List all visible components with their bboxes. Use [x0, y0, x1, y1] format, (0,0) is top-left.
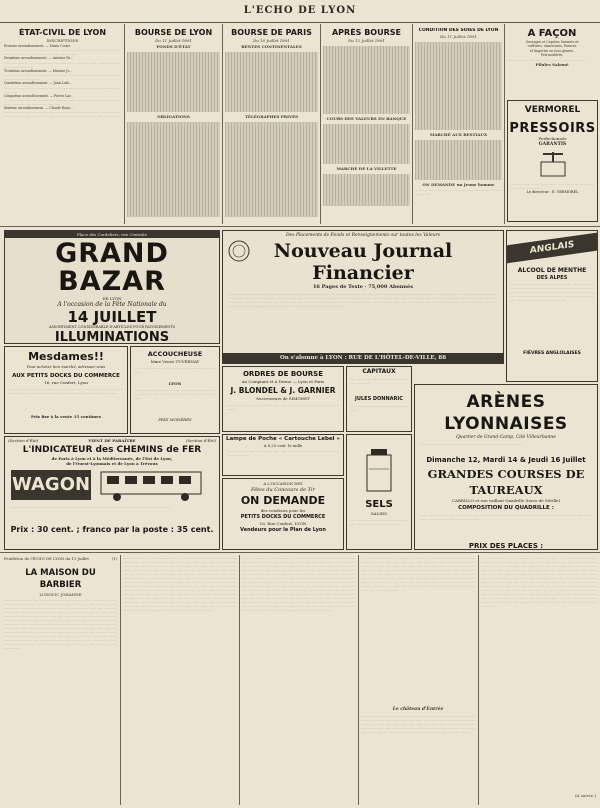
mesdames-address: 16, rue Confort, Lyon: [44, 380, 88, 385]
a-facon-ad: [507, 28, 597, 98]
journal-header: Des Placements de Fonds et Renseignements sur toutes les Valeurs: [285, 233, 441, 238]
text-block: ······ ······ ········ ····· ······ ·········· ······ ······ ······ ········ ····· ······ ········· ······ ······ ········ ······· ······ ······· ····· ········ ······ ······· ······ ········ ······ ······ ········ ····· ······ ·········· ······ ······ ······ ········ ····· ······ ········· ······ ······ ········ ······· ······ ······· ····· ········ ······ ······· ······ ········ ······ ······ ········ ····· ······ ·········· ······ ······ ······ ········ ····· ······ ········· ······ ······ ········ ······· ······ ······· ····· ········ ······ ······· ······ ········ ······ ······ ········ ····· ······ ·········· ······ ······ ······ ········ ····· ······ ········· ······ ······ ········ ······· ······ ······· ····· ········ ······ ······· ······ ········ ······ ······ ········ ····· ······ ·········· ······ ······ ······ ········ ····· ······ ········· ······ ······ ········ ······· ······ ······· ····· ········ ······ ······· ······ ········: [229, 292, 497, 308]
text-column: [242, 556, 355, 806]
banque-subtitle: COURS DES VALEURS EN BANQUE: [326, 116, 407, 121]
sels-title: SELS: [365, 499, 393, 510]
text-block: ······ ······ ········ ····· ······ ·········· ······ ······ ······ ········ ····· ······ ········· ······ ······ ········ ······· ······: [4, 85, 121, 94]
column-rule: [358, 555, 359, 805]
soies-date: Du 11 Juillet 1891: [440, 34, 477, 39]
column-rule: [124, 24, 125, 224]
accoucheuse-name: Mme Veuve TUVERNAY: [150, 359, 200, 364]
bourse-paris-subtitle-2: TÉLÉGRAPHES PRIVÉS: [244, 114, 299, 119]
grand-bazar-ad: [4, 230, 220, 344]
indicateur-line: de Paris à Lyon et à la Méditerranée, de l'Est de Lyon,: [51, 456, 173, 461]
alpes-title: DES ALPES: [536, 275, 568, 281]
etat-civil-subtitle: INSCRIPTIONS: [46, 38, 79, 43]
indicateur-price: Prix : 30 cent. ; franco par la poste : 35 cent.: [10, 525, 214, 534]
villette-subtitle: MARCHÉ DE LA VILLETTE: [336, 166, 397, 171]
accoucheuse-city: LYON: [168, 381, 182, 386]
etat-civil-line: Sixième arrondissement. — Claude Roux...: [4, 106, 73, 111]
quotation-table: [323, 46, 410, 114]
text-block: ······ ······ ········ ····· ······ ·········· ······ ······ ······ ········ ····· ······ ········· ······ ······ ········ ······· ······ ······· ····· ········ ······ ······· ······ ········ ······ ······ ········ ····· ······ ·········· ······ ······ ······ ········ ····· ······ ········· ······ ······ ········ ······· ······ ······· ····· ········ ······ ······· ······ ········ ······ ······ ········ ····· ······ ·········· ······ ······ ······ ········ ····· ······ ········· ······ ······ ········ ······· ······ ······· ····· ········ ······ ······· ······ ········ ······ ······ ········ ····· ······ ·········· ······ ······ ······ ········ ····· ······ ········· ······ ······ ········ ······· ······ ······· ····· ········ ······ ······· ······ ········ ······ ······ ········ ····· ······ ·········· ······ ······ ······ ········ ····· ······ ········· ······ ······ ········ ······· ······ ······· ····· ········ ······ ······· ······ ········ ······ ······ ········ ····· ······ ·········· ······ ······ ······ ········ ····· ······ ········· ······ ······ ········ ······· ······ ······· ····· ········ ······ ······· ······ ········ ······ ······ ········ ····· ······ ·········· ······ ······ ······ ········ ····· ······ ········· ······ ······ ········ ······· ······ ······· ····· ········ ······ ······· ······ ········ ······ ······ ········ ····· ······ ·········· ······: [4, 598, 117, 650]
train-wagon-icon: [97, 468, 207, 502]
indicateur-corner-mid: VIENT DE PARAÎTRE: [88, 438, 136, 443]
bourse-lyon-subtitle: FONDS D'ÉTAT: [156, 44, 191, 49]
arenes-show: GRANDES COURSES DE TAUREAUX: [427, 467, 585, 497]
section-rule: [0, 552, 600, 553]
journal-seal-icon: [227, 239, 251, 263]
column-rule: [239, 555, 240, 805]
mesdames-shop: AUX PETITS DOCKS DU COMMERCE: [12, 373, 120, 379]
sels-sub: SALINS: [370, 511, 388, 516]
indicateur-title: L'INDICATEUR des CHEMINS de FER: [22, 445, 202, 455]
suite-label: (A suivre.): [575, 793, 596, 798]
etat-civil-line: Deuxième arrondissement. — Antoine Fa...: [4, 56, 74, 61]
text-block: ······ ······ ········ ····· ······ ·········· ······ ······ ······ ········ ····· ······ ········· ······ ······: [511, 182, 594, 190]
accoucheuse-ad: [130, 346, 220, 434]
feuilleton-title: LA MAISON DU BARBIER: [25, 568, 96, 590]
etat-civil-line: Troisième arrondissement. — Etienne Jo...: [4, 68, 73, 73]
text-block: ······ ······ ········ ····· ······ ·········· ······ ······ ······ ········ ····· ······ ········· ······ ······ ········ ······· ······ ······· ····· ········ ······ ······· ······ ········ ······ ······ ········ ····· ······ ·········· ······ ······ ······ ········ ····· ······ ········· ······ ······ ········ ······· ······ ······· ····· ········ ······ ······· ······ ········ ······ ······ ········ ····· ······ ·········· ······ ······ ······ ········ ····· ······ ········· ······ ······ ········ ······· ······ ······· ····· ········ ······ ······· ······ ········ ······ ······ ········ ····· ······ ·········· ······ ······ ······ ········ ····· ······ ········· ······ ······ ········ ······· ······ ······· ····· ········ ······ ······· ······ ········ ······ ······ ········ ····· ······ ·········· ······ ······ ······ ········ ····· ······ ········· ······ ······ ········ ······· ······ ······· ····· ········ ······ ······· ······ ········: [361, 556, 475, 592]
bourse-lyon-title: BOURSE DE LYON: [134, 28, 213, 37]
vermorel-ad: [507, 100, 598, 222]
quotation-table: [323, 174, 410, 206]
lampe-ad: [222, 434, 344, 476]
text-block: ······ ······ ········ ····· ······ ·········· ······ ······ ······ ········ ····· ······ ········· ······ ······ ········ ······· ······ ······· ····· ········: [4, 73, 121, 82]
sels-ad: [346, 434, 412, 550]
text-block: ······ ······ ········ ····· ······ ·········· ······ ······ ······ ········ ····· ······: [135, 366, 215, 374]
vermorel-brand: VERMOREL: [524, 105, 581, 115]
mesdames-line: Pour acheter bon marché, adressez-vous: [26, 364, 106, 369]
apres-bourse-date: Du 12 Juillet 1891: [348, 38, 385, 43]
accoucheuse-title: ACCOUCHEUSE: [147, 350, 203, 358]
indicateur-line: de l'Ouest-Lyonnais et de Lyon à Trévoux: [66, 461, 158, 466]
column-rule: [504, 24, 505, 224]
vermorel-line: GARANTIS: [538, 142, 567, 147]
grand-bazar-line: A l'occasion de la Fête Nationale du: [57, 301, 167, 308]
a-facon-line: coiffures, chaussures, Parures: [527, 44, 577, 49]
on-demande-ad: [222, 478, 344, 550]
ordres-address: Successeurs de SIMONET: [256, 396, 310, 401]
bourse-paris-subtitle: RENTES CONTINENTALES: [241, 44, 302, 49]
arenes-ad: [414, 384, 598, 550]
demande-title: ON DEMANDE: [240, 494, 326, 507]
indicateur-corner-left: (Section d'Été): [8, 438, 39, 443]
arenes-sub: Quartier de Grand-Camp, Cité Villeurbanne: [456, 435, 556, 440]
quotation-table: [323, 124, 410, 164]
chateau-heading: Le château d'Entrée: [392, 707, 444, 712]
column-rule: [222, 24, 223, 224]
column-rule: [478, 555, 479, 805]
text-block: ······ ······ ········ ····· ······ ·········· ······ ······ ······ ········ ····· ······ ········· ······ ······ ········ ······· ······ ······· ····· ········ ······ ······· ······ ········ ······ ······ ········ ····· ······ ·········· ······: [4, 110, 121, 119]
grand-bazar-city: DE LYON: [102, 296, 122, 301]
apres-bourse-column: [323, 28, 410, 222]
text-block: ······ ······ ········ ····· ······ ·········· ······ ······ ······ ········ ·····: [507, 57, 586, 62]
column-rule: [412, 24, 413, 224]
feuilleton-author: LUDOVIC JOHANNE: [39, 592, 82, 597]
journal-bottom: On s'abonne à LYON : RUE DE L'HÔTEL-DE-VILLE, 88: [223, 353, 503, 363]
section-rule: [0, 226, 600, 227]
text-column: [361, 556, 475, 806]
quotation-table: [127, 52, 220, 112]
text-block: ······ ······ ········ ····· ······ ·········· ······ ······ ······ ········ ····· ······ ········· ······ ······ ········ ······· ······ ······· ····· ········ ······ ······· ······ ········ ······ ······ ········ ····· ······ ·········· ······ ······ ······ ········ ····· ······ ········· ······ ······ ········ ······· ······ ······· ····· ········ ······ ······· ······ ········ ······ ······ ········ ····· ······ ·········· ······ ······ ······ ········ ····· ······ ········· ······ ······ ········ ······· ······ ······· ····· ········ ······ ······· ······ ········ ······ ······ ········ ····· ······ ·········· ······ ······ ······ ········ ····· ······ ········· ······ ······ ········ ······· ······ ······· ····· ········ ······ ······· ······ ········ ······ ······ ········ ····· ······ ·········· ······ ······ ······ ········ ····· ······ ········· ······ ······ ········ ······· ······ ······· ····· ········ ······ ······· ······ ········ ······ ······ ········ ····· ······ ·········· ······ ······ ······ ········ ····· ······ ········· ······ ······ ········ ······· ······ ······· ····· ········ ······ ······· ······ ········ ······ ······ ········ ····· ······ ·········· ······ ······ ······ ········ ····· ······ ········· ······ ······ ········ ······· ······ ······· ····· ········ ······ ······· ······ ········ ······ ······ ········ ····· ······ ·········· ······: [481, 556, 596, 608]
a-facon-line: Ouvrages et Capotes, bonnets et: [525, 40, 579, 44]
bourse-paris-column: [225, 28, 318, 222]
indicateur-ad: [4, 436, 220, 550]
mesdames-title: Mesdames!!: [28, 350, 104, 363]
arenes-team: CARRILLO et son vaillant Quadrille (toros de Séville): [451, 498, 561, 503]
press-icon: [533, 152, 573, 178]
text-block: ······ ······ ········ ····· ······ ·········· ······ ······ ······ ········ ····· ······ ········· ······ ······ ········ ······· ······ ······· ····· ········ ······ ······· ······ ········ ······ ······ ········ ····· ······ ·········· ······ ······ ······ ········ ····· ······ ········· ······ ······ ········ ······· ······ ······· ····· ········ ······ ······· ······ ········ ······ ······ ········ ····· ······ ·········· ······ ······ ······ ········ ····· ······ ········· ······ ······ ········ ······· ······ ······· ····· ········ ······ ······· ······ ········ ······ ······ ········ ····· ······ ·········· ······ ······ ······ ········ ····· ······ ········· ······ ······ ········ ······· ······ ······· ····· ········ ······ ······· ······ ········ ······ ······ ········ ····· ······ ·········· ······ ······ ······ ········ ····· ······ ········· ······ ······ ········ ······· ······ ······· ····· ········ ······ ······· ······ ········ ······ ······ ········ ····· ······ ·········· ······ ······ ······ ········ ····· ······ ········· ······ ······ ········ ······· ······ ······· ····· ········ ······ ······· ······ ········ ······ ······ ········ ····· ······ ·········· ······ ······ ······ ········ ····· ······ ········· ······ ······ ········ ······· ······ ······· ····· ········ ······ ······· ······ ········ ······ ······ ········ ····· ······ ·········· ······ ······ ······ ········ ····· ······ ········· ······ ······ ········ ······· ······ ······· ····· ········ ······ ······· ······ ········ ······ ······ ········ ····· ······ ·········· ······: [242, 556, 355, 612]
text-block: ······ ······ ········ ····· ······ ·········· ······ ······ ······ ········ ····· ······ ········· ······ ······ ········ ······· ······ ······· ····· ········ ······ ······· ······ ········ ······ ······ ········ ····· ······ ·········· ······ ······ ······ ········ ····· ······ ········· ······ ······ ········ ······· ······ ······· ····· ········ ······ ······· ······ ········ ······ ······ ········ ····· ······ ·········· ······ ······ ······ ········ ····· ······ ········· ······ ······ ········ ······· ······ ······· ····· ········ ······ ······· ······ ········: [361, 714, 475, 734]
ordres-bourse-ad: [222, 366, 344, 432]
arenes-composition: COMPOSITION DU QUADRILLE :: [458, 505, 554, 511]
text-block: ······ ······ ········ ····· ······ ·········· ······ ······ ······ ········ ····· ······ ········· ······ ······ ········ ······· ······ ······· ····· ········ ······: [11, 505, 171, 509]
indicateur-corner-right: (Section d'Été): [185, 438, 216, 443]
column-rule: [120, 555, 121, 805]
text-block: ······ ······ ········ ····· ······ ·········· ······ ······ ······: [350, 404, 408, 412]
demande-address: 16, Rue Confort, LYON: [259, 521, 307, 526]
arenes-prices-title: PRIX DES PLACES :: [468, 542, 544, 550]
ordres-sub: Au Comptant et à Terme — Lyon et Paris: [241, 379, 325, 384]
wagon-label: WAGON: [11, 470, 91, 500]
a-facon-line: Prix modérés.: [540, 53, 564, 58]
bourse-lyon-subtitle-2: OBLIGATIONS: [157, 114, 190, 119]
quotation-table: [225, 122, 318, 217]
bourse-lyon-column: [127, 28, 220, 222]
etat-civil-line: Premier arrondissement. — Marie Corne.: [4, 44, 72, 48]
mesdames-ad: [4, 346, 128, 434]
text-block: ······ ······ ········ ····· ······ ·········· ······ ······ ······ ········ ····· ······ ········· ······ ······ ········ ······· ······ ······· ····· ········ ······: [135, 388, 215, 400]
anglais-title: ANGLAIS: [507, 233, 597, 264]
text-block: ······ ······ ········ ····· ······ ·········· ······ ······ ······ ········ ····· ······ ········· ······ ······ ········: [227, 403, 339, 411]
a-facon-line: et lingeries en tous genres.: [529, 48, 575, 53]
soies-table: [415, 42, 502, 130]
ordres-title: ORDRES DE BOURSE: [242, 370, 323, 378]
text-column: [481, 556, 596, 806]
quotation-table: [127, 122, 220, 217]
text-block: ······ ······ ········ ····· ······ ·········· ······ ······ ······ ········ ····· ······ ········· ······ ······ ········ ······· ······ ······· ····· ········ ······ ······· ······ ········ ······ ······ ········ ····· ······ ·········· ······ ······ ······ ········ ····· ······ ········· ······ ······ ········ ······· ······ ······· ····· ········ ······ ······· ······ ········ ······ ······ ········ ····· ······ ·········· ······ ······ ······ ········ ····· ······ ········· ······ ······ ········ ······· ······ ······· ····· ········ ······ ······· ······ ········ ······ ······ ········ ····· ······ ·········· ······ ······ ······ ········ ····· ······ ········· ······ ······ ········ ······· ······ ······· ····· ········ ······ ······· ······ ········ ······ ······ ········ ····· ······ ·········· ······ ······ ······ ········ ····· ······ ········· ······ ······ ········ ······· ······ ······· ····· ········ ······ ······· ······ ········ ······ ······ ········ ····· ······ ·········· ······ ······ ······ ········ ····· ······ ········· ······ ······ ········ ······· ······ ······· ····· ········ ······ ······· ······ ········ ······ ······ ········ ····· ······ ·········· ······ ······ ······ ········ ····· ······ ········· ······ ······ ········ ······· ······ ······· ····· ········ ······ ······· ······ ········ ······ ······ ········ ····· ······ ·········· ······ ······ ······ ········ ····· ······ ········· ······ ······ ········ ······· ······ ······· ····· ········ ······ ······· ······ ········ ······ ······ ········ ····· ······ ·········· ······: [123, 556, 236, 612]
salt-jar-icon: [359, 445, 399, 495]
apres-bourse-title: APRÈS BOURSE: [331, 28, 401, 37]
text-block: ··· ······ ········ ····· ······ ·········· ······ ······ ······ ········ ····· ······ ········· ······ ······ ········ ······· ······ ······· ····· ········ ······ ······· ······ ········ ······: [4, 48, 121, 57]
lampe-title: Lampe de Poche « Cartouche Lebel »: [225, 436, 341, 442]
alcool-title: ALCOOL DE MENTHE: [517, 267, 587, 274]
grand-bazar-date: 14 JUILLET: [67, 308, 157, 326]
journal-info: 16 Pages de Texte · 75,000 Abonnés: [312, 284, 414, 290]
bestiaux-title: MARCHÉ AUX BESTIAUX: [429, 132, 488, 137]
feuilleton-column: [4, 556, 117, 806]
grand-bazar-title: GRAND BAZAR: [55, 238, 169, 297]
bourse-lyon-date: Du 11 Juillet 1891: [155, 38, 192, 43]
text-column: [123, 556, 236, 806]
pressoirs-title: PRESSOIRS: [509, 121, 596, 136]
etat-civil-line: Cinquième arrondissement. — Pierre Lar...: [4, 93, 74, 98]
feuilleton-number: (1): [111, 556, 117, 561]
grand-bazar-line: ASSORTIMENT CONSIDÉRABLE D'ARTICLES POUR PAVOISEMENTS: [48, 325, 176, 329]
fievres-title: FIÈVRES ANGLOLAISES: [523, 351, 581, 356]
demande-line: ON DEMANDE un Jeune homme: [422, 182, 495, 187]
pilules-title: Pilules Salomé: [535, 61, 569, 67]
text-block: ······ ······ ········ ····· ······ ·········· ······ ······ ······ ········ ····· ······ ········· ······: [421, 442, 523, 446]
feuilleton-header: Feuilleton de l'ÉCHO DE LYON du 11 Juillet: [4, 556, 89, 561]
demande-pre-2: Fêtes du Concours de Tir: [251, 487, 315, 493]
journal-financier-ad: [222, 230, 504, 364]
arenes-dates: Dimanche 12, Mardi 14 & Jeudi 16 Juillet: [426, 456, 586, 464]
demande-sub: des vendeurs pour les: [260, 508, 306, 513]
arenes-title: ARÈNES LYONNAISES: [444, 392, 568, 434]
soies-column: [415, 28, 502, 222]
column-rule: [320, 24, 321, 224]
grand-bazar-header: Place des Cordeliers, rue Centrale: [5, 231, 219, 238]
accoucheuse-price: PRIX MODÉRÉS: [158, 417, 192, 422]
etat-civil-title: ÉTAT-CIVIL DE LYON: [18, 28, 107, 37]
quotation-table: [225, 52, 318, 112]
vermorel-director: Le directeur : E. VERMOREL: [526, 190, 579, 194]
text-block: ······· ······ ········ ····· ······ ·········· ······ ······ ······ ········ ····· ······ ········· ······ ······ ········ ······· ······ ·······: [4, 60, 121, 69]
illuminations-title: ILLUMINATIONS: [54, 330, 170, 344]
text-block: ······ ······ ········ ····· ······ ·········· ······ ······ ······ ········ ····· ······ ········· ······ ······ ········ ······· ······: [227, 449, 339, 457]
soies-title: CONDITION DES SOIES DE LYON: [418, 28, 499, 33]
capitaux-ad: [346, 366, 412, 432]
text-block: ······ ······ ········ ····· ······ ·········· ······ ······ ······ ········ ····· ······ ········· ······ ······ ········ ······· ······ ······· ····· ········ ······ ······· ······ ········ ······ ······ ········ ····· ······: [9, 387, 123, 395]
etat-civil-column: [4, 28, 121, 222]
text-block: ······ ······ ········ ····· ······ ·········· ······ ······ ······ ········ ····· ······ ········· ······ ······ ········ ······· ······ ······· ····· ········ ······ ······· ······ ········ ······ ······ ········ ····· ······ ··········: [421, 513, 591, 521]
demande-shop: PETITS DOCKS DU COMMERCE: [240, 514, 326, 520]
etat-civil-line: Quatrième arrondissement. — Jean Lafo...: [4, 81, 73, 86]
capitaux-name: JULES DONNARIC: [355, 396, 403, 402]
ordres-firm: J. BLONDEL & J. GARNIER: [230, 386, 336, 395]
bourse-paris-date: Du 10 Juillet 1891: [253, 38, 290, 43]
demande-pre: A L'OCCASION DES: [263, 481, 303, 486]
newspaper-masthead: L'ECHO DE LYON: [0, 0, 600, 23]
text-block: ······ ······ ········ ····· ······ ·········· ······ ······ ······ ········ ·····: [350, 377, 408, 385]
text-block: ······ ······ ········ ····· ······ ·········· ······ ······ ······ ········ ····· ······ ········· ······ ······ ········ ······· ······ ······· ····· ········ ······ ······· ······: [4, 98, 121, 107]
text-block: ······ ······ ········ ····· ······ ·········· ······ ······ ······ ········ ····· ······ ········· ······: [415, 188, 502, 196]
bestiaux-table: [415, 140, 502, 180]
journal-title: Nouveau Journal Financier: [273, 240, 453, 284]
demande-footer: Vendeurs pour le Plan de Lyon: [240, 527, 326, 533]
bourse-paris-title: BOURSE DE PARIS: [231, 28, 312, 37]
text-block: ······ ······ ········ ····· ······ ·········· ······ ······ ······ ········ ····· ······ ········· ······ ······ ········ ······· ······ ······· ····· ········ ······ ······· ······ ········ ······ ······ ········ ····· ······ ·········· ······ ······ ······ ········ ····· ······ ········· ······ ······ ········ ······· ······ ······· ····· ········ ······ ······· ······ ········ ······ ······: [510, 282, 594, 302]
lampe-sub: A 0,25 cent. le mille: [263, 443, 303, 448]
anglais-ad: [506, 230, 598, 382]
capitaux-title: CAPITAUX: [362, 368, 396, 375]
vermorel-line: Perfectionnés: [538, 136, 567, 141]
mesdames-footer: Prix fixe à la vente 15 centimes: [31, 414, 101, 419]
text-block: ······ ······ ········ ····· ······ ·········· ······ ······ ······ ········ ····· ······ ········· ······ ······: [350, 518, 408, 526]
a-facon-title: À FAÇON: [527, 28, 577, 39]
